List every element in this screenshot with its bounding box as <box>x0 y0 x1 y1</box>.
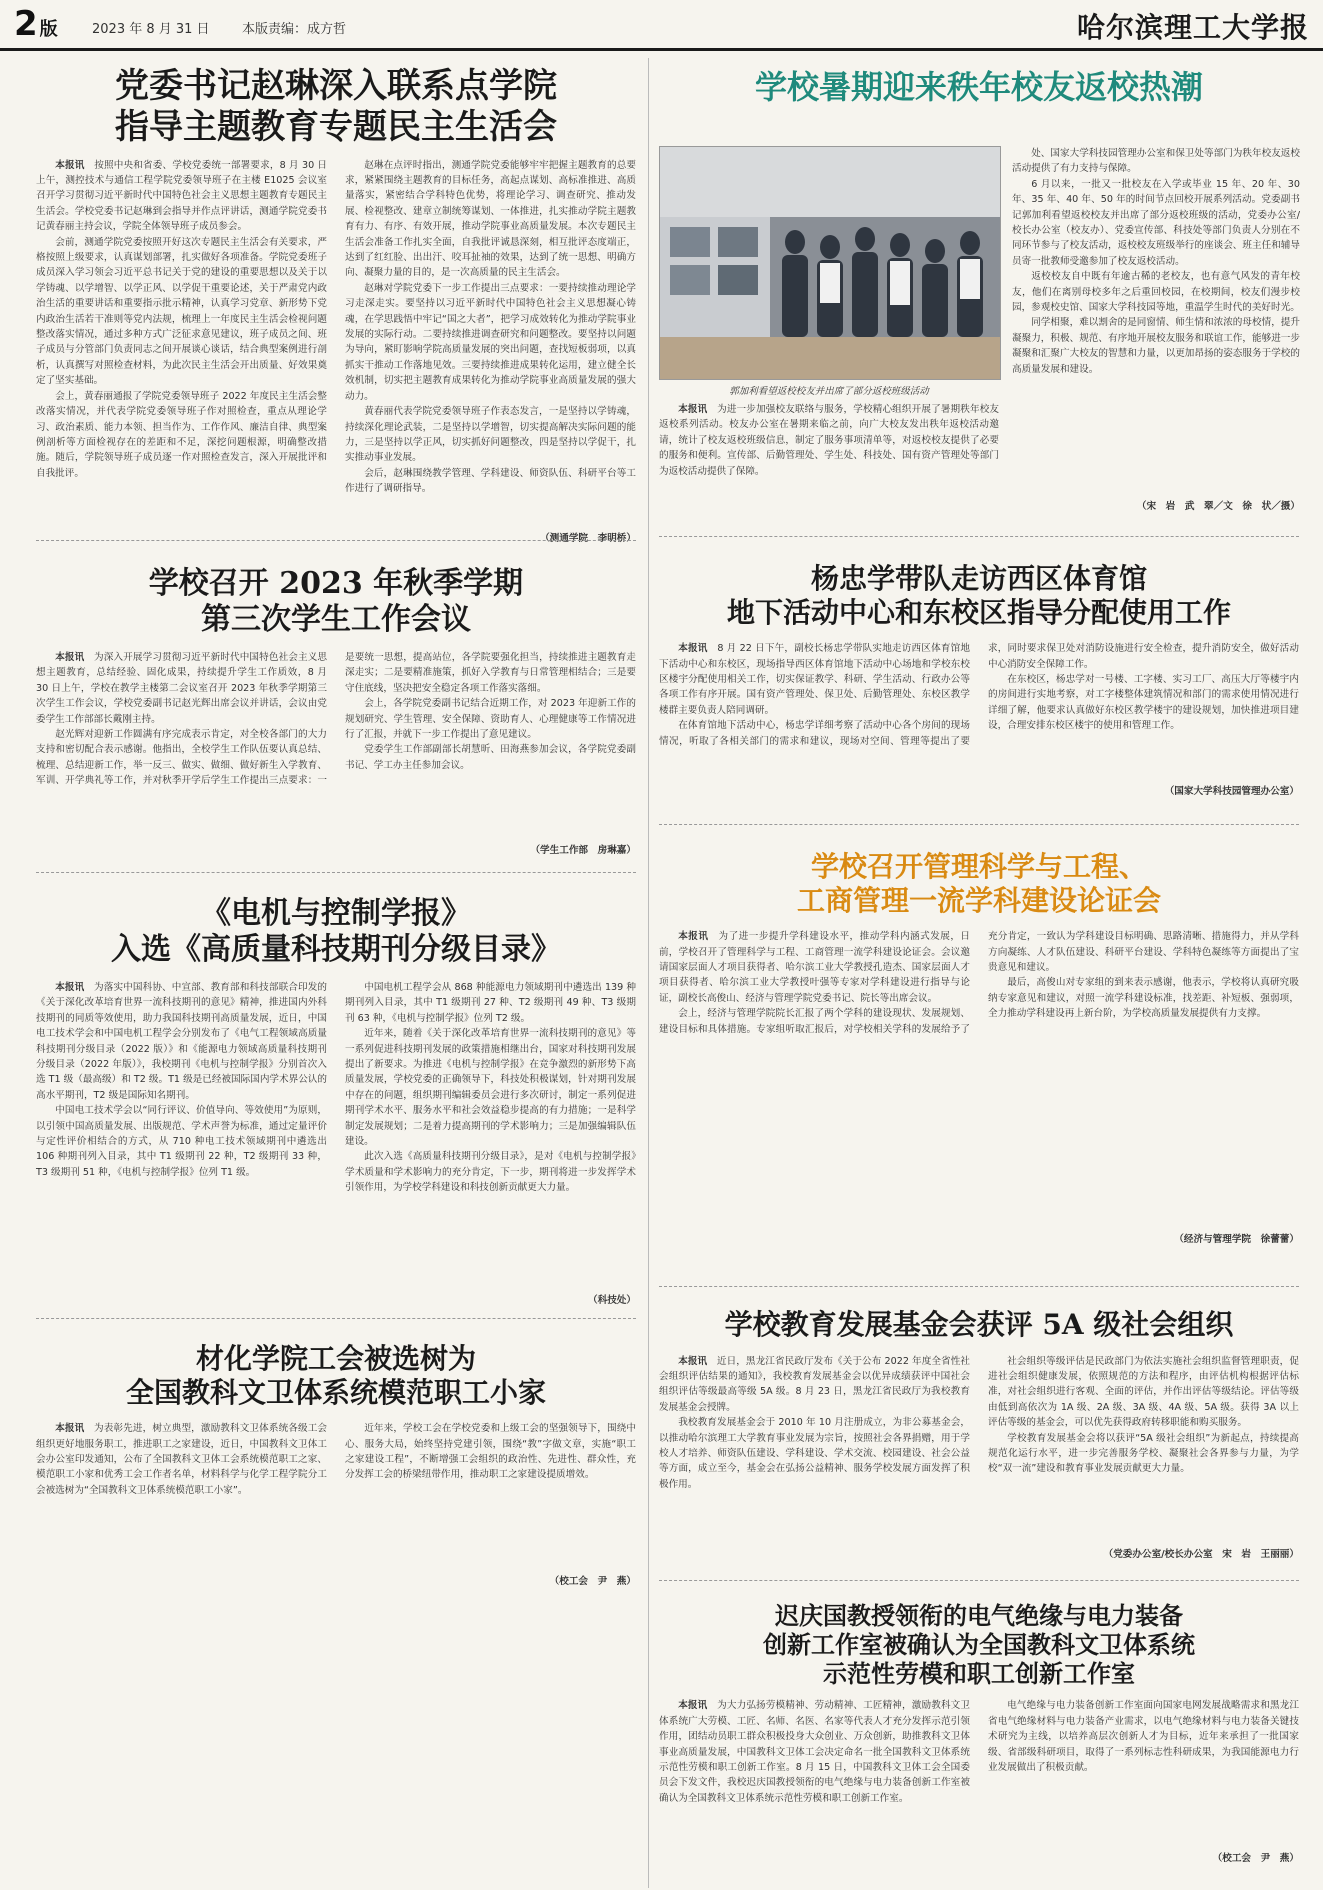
article-headline <box>659 850 1299 917</box>
headline-line: 杨忠学带队走访西区体育馆 <box>810 562 1147 595</box>
article-headline <box>659 68 1299 106</box>
article-body <box>659 402 999 479</box>
headline-line: 学校召开管理科学与工程、 <box>810 850 1147 883</box>
paragraph: 为表彰先进，树立典型，激励教科文卫体系统各级工会组织更好地服务职工，推进职工之家建设，近日，中国教科文卫体工会办公室印发通知，公布了全国教科文卫体工会系统模范职工之家、模范职工小家和优秀工会工作者名单，材料科学与化学工程学院分工会被选树为“全国教科文卫体系统模范职工小家”。 <box>36 1423 328 1496</box>
paragraph: 社会组织等级评估是民政部门为依法实施社会组织监督管理职责，促进社会组织健康发展，依照规范的方法和程序，由评估机构根据评估标准，对社会组织进行客观、全面的评估，并作出评估等级结论。评估等级由低到高依次为 1A 级、2A 级、3A 级、4A 级、5A 级。获得 3A 以上评估等级的基金会，可以优先获得政府转移职能和购买服务。 <box>988 1355 1299 1429</box>
article-union-model-home <box>36 1326 636 1886</box>
article-body <box>659 1698 1299 1848</box>
page-number: 2 版 <box>14 4 58 44</box>
headline-line: 示范性劳模和职工创新工作室 <box>823 1658 1135 1688</box>
paragraph: 会前，测通学院党委按照开好这次专题民主生活会有关要求，严格按照上级要求，认真谋划部署，扎实做好各项准备。学院党委班子成员深入学习领会习近平总书记关于党的建设的重要思想以及关于以学铸魂、以学增智、以学正风、以学促干重要论述，关于严肃党内政治生活的重要讲话和重要指示批示精神，认真学习党章、新形势下党内政治生活若干准则等党内法规，梳理上一年度民主生活会检视问题整改落实情况，通过多种方式广泛征求意见建议，班子成员之间、班子成员与分管部门负责同志之间开展谈心谈话，结合典型案例进行剖析，认真撰写对照检查材料，为此次民主生活会开出质量、好效果奠定了坚实基础。 <box>36 236 327 387</box>
headline-line: 学校教育发展基金会获评 5A 级社会组织 <box>724 1308 1234 1341</box>
headline-line: 学校暑期迎来秩年校友返校热潮 <box>754 68 1203 106</box>
article-body <box>36 980 636 1290</box>
paragraph: 电气绝缘与电力装备创新工作室面向国家电网发展战略需求和黑龙江省电气绝缘材料与电力装备产业需求，以电气绝缘材料与电力装备关键技术研究为主线，以培养高层次创新人才为目标，近年来承担了一批国家级、省部级科研项目，取得了一系列标志性科研成果，为我国能源电力行业发展做出了积极贡献。 <box>988 1700 1299 1774</box>
article-byline: （测通学院 李明桥） <box>540 532 636 544</box>
article-byline: （科技处） <box>588 1295 636 1306</box>
paragraph: 6 月以来，一批又一批校友在入学或毕业 15 年、20 年、30 年、35 年、40 年、50 年的时间节点回校开展系列活动。党委副书记郭加利看望返校校友并出席了部分返校班级的活动，党委办公室/校长办公室（校友办）、党委宣传部、科技处等部门负责人分别在不同环节参与了校友活动，返校校友班级举行的座谈会、班主任和辅导员寄一批教师受邀参加了校友返校活动。 <box>1012 178 1300 267</box>
article-byline: （宋 岩 武 翠／文 徐 状／摄） <box>1136 501 1300 512</box>
paragraph: 处、国家大学科技园管理办公室和保卫处等部门为秩年校友返校活动提供了有力支持与保障。 <box>1012 148 1300 175</box>
article-byline: （学生工作部 房琳嘉） <box>530 845 636 856</box>
paragraph: 近年来，随着《关于深化改革培育世界一流科技期刊的意见》等一系列促进科技期刊发展的政策措施相继出台，国家对科技期刊发展提出了新要求。为推进《电机与控制学报》在竞争激烈的新形势下高质量发展，学校党委的正确领导下，科技处积极谋划，针对期刊发展中存在的问题，组织期刊编辑委员会进行多次研讨，制定一系列促进期刊学术水平、服务水平和社会效益稳步提高的有力措施；一是科学制定发展规划；二是着力提高期刊的学术影响力；三是加强编辑队伍建设。 <box>345 1028 636 1148</box>
paragraph: 在体育馆地下活动中心，杨忠学详细考察了活动中心各个房间的现场情况，听取了各相关部门的需求和建议，现场对空间、管理等提出了要求，同时要求保卫处对消防设施进行安全检查，提升消防安全，做好活动中心消防安全保障工作。 <box>659 643 1299 747</box>
article-body <box>659 641 1299 781</box>
article-student-work-meeting <box>36 548 636 866</box>
article-alumni-return-continued <box>1012 146 1300 526</box>
article-byline: （党委办公室/校长办公室 宋 岩 王丽丽） <box>1103 1548 1299 1560</box>
section-separator <box>36 540 636 541</box>
article-byline: （经济与管理学院 徐蕾蕾） <box>1174 1234 1299 1246</box>
section-separator <box>36 872 636 873</box>
article-innovation-studio <box>659 1588 1299 1886</box>
paragraph: 为落实中国科协、中宣部、教育部和科技部联合印发的《关于深化改革培育世界一流科技期刊的意见》精神，推进国内外科技期刊的同质等效使用，助力我国科技期刊高质量发展，近日，中国电工技术学会和中国电机工程学会分别发布了《电气工程领域高质量科技期刊分级目录（2022 版）》和《能源电力领域高质量科技期刊分级目录（2022 年版）》，我校期刊《电机与控制学报》分别首次入选 T1 级（最高级）和 T2 级。T1 级是已经被国际国内学术界公认的高水平期刊，T2 级是国际知名期刊。 <box>36 982 328 1101</box>
headline-line: 地下活动中心和东校区指导分配使用工作 <box>726 595 1231 629</box>
article-alumni-return <box>659 60 1299 146</box>
headline-line: 工商管理一流学科建设论证会 <box>796 883 1161 917</box>
paragraph: 会上，黄春丽通报了学院党委领导班子 2022 年度民主生活会整改落实情况，并代表学院党委领导班子作对照检查，重点从理论学习、政治素质、能力本领、担当作为、工作作风、廉洁自律、典型案例剖析等方面检视存在的差距和不足，深挖问题根源，明确整改措施。随后，学院领导班子成员逐一作对照检查发言，深入开展批评和自我批评。 <box>36 390 327 479</box>
article-lead: 本报讯 <box>55 982 85 993</box>
paragraph: 为进一步加强校友联络与服务，学校精心组织开展了暑期秩年校友返校系列活动。校友办公室在暑期来临之前，向广大校友发出秩年返校活动邀请，统计了校友返校班级信息，制定了服务事项清单等，对返校校友提供了必要的服务和便利。宣传部、后勤管理处、学生处、科技处、国有资产管理处等部门为返校活动提供了保障。 <box>659 404 1000 477</box>
article-lead: 本报讯 <box>55 652 85 663</box>
headline-line: 创新工作室被确认为全国教科文卫体系统 <box>763 1629 1195 1659</box>
section-separator <box>659 1580 1299 1581</box>
article-body <box>36 1421 636 1571</box>
article-journal-listing <box>36 880 636 1312</box>
paragraph: 在东校区，杨忠学对一号楼、工字楼、实习工厂、高压大厅等楼宇内的房间进行实地考察，对工字楼整体建筑情况和部门的需求使用情况进行详细了解，他要求认真做好东校区教学楼宇的建设规划，加快推进项目建设，合理安排东校区楼宇的使用和管理工作。 <box>988 674 1299 732</box>
article-body <box>659 929 1299 1229</box>
newspaper-brand: 哈尔滨理工大学报 <box>1076 11 1309 44</box>
paragraph: 赵琳在点评时指出，测通学院党委能够牢牢把握主题教育的总要求，紧紧围绕主题教育的目标任务，高起点谋划、高标准推进、高质量落实，紧密结合学科特色优势，将理论学习、调查研究、推动发展、检视整改、建章立制统筹谋划、一体推进，扎实推动学院主题教育有力、有序、有效开展，推动学院事业高质量发展。本次专题民主生活会准备工作扎实全面，自我批评诚恳深刻，相互批评态度端正，达到了红红脸、出出汗、咬耳扯袖的效果，达到了统一思想、明确方向、凝聚力量的目的，是一次高质量的民主生活会。 <box>345 159 636 279</box>
paragraph: 返校校友自中既有年逾古稀的老校友，也有意气风发的青年校友，他们在离别母校多年之后重回校园，在校期间，校友们漫步校园，参观校史馆、国家大学科技园等地，重温学生时代的美好时光。 <box>1012 271 1300 314</box>
paragraph: 近年来，学校工会在学校党委和上级工会的坚强领导下，围绕中心、服务大局，始终坚持党建引领，围绕“教”字做文章，实施“职工之家建设工程”，不断增强工会组织的政治性、先进性、群众性，充分发挥工会的桥梁纽带作用，推动职工之家建设提质增效。 <box>345 1423 636 1481</box>
paragraph: 赵光辉对迎新工作圆满有序完成表示肯定，对全校各部门的大力支持和密切配合表示感谢。他指出，全校学生工作队伍要认真总结、梳理、总结迎新工作，举一反三、做实、做细、做好新生入学教育、军训、开学典礼等工作，并对秋季开学后学生工作提出三点要求：一是要统一思想，提高站位，各学院要强化担当，持续推进主题教育走深走实；二是要精准施策，抓好入学教育与日常管理相结合；三是要守住底线，坚决把安全稳定各项工作落实落细。 <box>36 652 636 787</box>
article-discipline-review <box>659 832 1299 1278</box>
headline-line: 迟庆国教授领衔的电气绝缘与电力装备 <box>775 1601 1183 1630</box>
headline-line: 入选《高质量科技期刊分级目录》 <box>111 932 561 967</box>
page-editor: 本版责编：成方哲 <box>242 22 347 37</box>
masthead <box>0 0 1323 51</box>
headline-line: 全国教科文卫体系统模范职工小家 <box>125 1375 546 1409</box>
article-byline: （校工会 尹 燕） <box>1212 1853 1299 1865</box>
paragraph: 中国电机工程学会从 868 种能源电力领域期刊中遴选出 139 种期刊列入目录，其中 T1 级期刊 27 种、T2 级期刊 49 种、T3 级期刊 63 种，《电机与控制学报》位列 T2 级。 <box>345 982 636 1024</box>
article-headline <box>659 1602 1299 1688</box>
paragraph: 我校教育发展基金会于 2010 年 10 月注册成立，为非公募基金会，以推动哈尔滨理工大学教育事业发展为宗旨，按照社会各界捐赠，用于学校人才培养、师资队伍建设、学科建设、学术交流、校园建设、社会公益等方面，成立至今，基金会在弘扬公益精神、服务学校发展方面发挥了积极作用。 <box>659 1417 970 1490</box>
article-headline <box>36 66 636 148</box>
issue-date: 2023 年 8 月 31 日 <box>92 22 210 37</box>
article-byline: （校工会 尹 燕） <box>549 1576 636 1588</box>
paragraph: 中国电工技术学会以“同行评议、价值导向、等效使用”为原则，以引领中国高质量发展、出版规范、学术声誉为标准，通过定量评价与定性评价相结合的方式，从 710 种电工技术领域期刊中遴选出 106 种期刊列入目录，其中 T1 级期刊 22 种，T2 级期刊 33 种，T3 级期刊 51 种，《电机与控制学报》位列 T1 级。 <box>36 1105 327 1178</box>
paragraph: 此次入选《高质量科技期刊分级目录》，是对《电机与控制学报》学术质量和学术影响力的充分肯定，下一步，期刊将进一步发挥学术引领作用，为学校学科建设和科技创新贡献更大力量。 <box>345 1151 636 1194</box>
article-body <box>36 158 636 528</box>
paragraph: 8 月 22 日下午，副校长杨忠学带队实地走访西区体育馆地下活动中心和东校区，现场指导西区体育馆地下活动中心场地和学校东校区楼宇分配使用相关工作，切实保证教学、科研、学生活动、行政办公等各项工作有序开展。国有资产管理处、保卫处、后勤管理处、东校区教学楼群主要负责人陪同调研。 <box>659 643 971 716</box>
headline-line: 学校召开 2023 年秋季学期 <box>148 566 524 601</box>
paragraph: 为大力弘扬劳模精神、劳动精神、工匠精神，激励教科文卫体系统广大劳模、工匠、名师、名医、名家等代表人才充分发挥示范引领作用，团结动员职工群众积极投身大众创业、万众创新，助推教科文卫体事业高质量发展，中国教科文卫体工会决定命名一批全国教科文卫体系统示范性劳模和职工创新工作室。8 月 15 日，中国教科文卫体工会全国委员会下发文件，我校迟庆国教授领衔的电气绝缘与电力装备创新工作室被确认为全国教科文卫体系统示范性劳模和职工创新工作室。 <box>659 1700 971 1804</box>
column-divider <box>648 58 649 1888</box>
paragraph: 党委学生工作部副部长胡慧昕、田海燕参加会议，各学院党委副书记、学工办主任参加会议。 <box>345 744 636 771</box>
article-alumni-return-intro <box>659 402 999 522</box>
article-zhaolin-life-meeting <box>36 60 636 544</box>
paragraph: 黄春丽代表学院党委领导班子作表态发言，一是坚持以学铸魂，持续深化理论武装，二是坚持以学增智，切实提高解决实际问题的能力，三是坚持以学正风，切实抓好问题整改，四是坚持以学促干，扎实推动事业发展。 <box>345 406 636 464</box>
photo-caption: 郭加利看望返校校友并出席了部分返校班级活动 <box>729 386 929 397</box>
article-venue-allocation <box>659 544 1299 816</box>
page-suffix: 版 <box>39 19 58 40</box>
paragraph: 会上，经济与管理学院院长汇报了两个学科的建设现状、发展规划、建设目标和具体措施。专家组听取汇报后，对学校相关学科的发展给予了充分肯定，一致认为学科建设目标明确、思路清晰、措施得力，并从学科方向凝练、人才队伍建设、科研平台建设、学科特色凝练等方面提出了宝贵意见和建议。 <box>659 931 1299 1035</box>
photo-illustration <box>660 147 1000 379</box>
article-foundation-5a <box>659 1294 1299 1574</box>
article-lead: 本报讯 <box>678 404 708 415</box>
paragraph: 会上，各学院党委副书记结合近期工作，对 2023 年迎新工作的规划研究、学生管理、安全保障、资助育人、心理健康等工作情况进行了汇报，并就下一步工作提出了意见建议。 <box>345 698 636 741</box>
paragraph: 近日，黑龙江省民政厅发布《关于公布 2022 年度全省性社会组织评估结果的通知》，我校教育发展基金会以优异成绩获评中国社会组织评估等级最高等级 5A 级。8 月 23 日，黑龙江省民政厅为我校教育发展基金会授牌。 <box>659 1355 971 1413</box>
article-lead: 本报讯 <box>678 931 709 943</box>
paragraph: 为深入开展学习贯彻习近平新时代中国特色社会主义思想主题教育，总结经验、固化成果，持续提升学生工作质效，8 月 30 日上午，学校在教学主楼第二会议室召开 2023 年秋季学期第三次学生工作会议，学校党委副书记赵光辉出席会议并讲话，会议由党委学生工作部部长戴刚主持。 <box>36 652 328 725</box>
headline-line: 材化学院工会被选树为 <box>195 1342 476 1375</box>
section-separator <box>659 536 1299 537</box>
paragraph: 学校教育发展基金会将以获评“5A 级社会组织”为新起点，持续提高规范化运行水平，进一步完善服务学校、凝聚社会各界参与力量，为学校“双一流”建设和教育事业发展贡献更大力量。 <box>988 1432 1299 1475</box>
article-body <box>659 1354 1299 1544</box>
headline-line: 党委书记赵琳深入联系点学院 <box>115 66 557 106</box>
article-body <box>36 650 636 840</box>
article-lead: 本报讯 <box>678 1355 708 1367</box>
paragraph: 按照中央和省委、学校党委统一部署要求，8 月 30 日上午，测控技术与通信工程学院党委领导班子在主楼 E1025 会议室召开学习贯彻习近平新时代中国特色社会主义思想主题教育专题民主生活会。学校党委书记赵琳到会指导并作点评讲话，测通学院党委书记黄春丽主持会议，学院全体领导班子成员参会。 <box>36 159 327 233</box>
headline-line: 第三次学生工作会议 <box>201 602 471 637</box>
paragraph: 最后，高俊山对专家组的到来表示感谢，他表示，学校将认真研究吸纳专家意见和建议，对照一流学科建设标准，找差距、补短板、强弱项，全力推动学科建设再上新台阶，为学校高质量发展提供有力支撑。 <box>988 977 1299 1020</box>
paragraph: 同学相聚，难以割舍的是同窗情、师生情和浓浓的母校情，提升凝聚力，积极、规范、有序地开展校友服务和联谊工作，能够进一步凝聚和汇聚广大校友的智慧和力量，以更加昂扬的姿态服务于学校的高质量发展和建设。 <box>1012 317 1300 375</box>
article-headline <box>36 1342 636 1409</box>
article-body <box>1012 146 1300 496</box>
article-lead: 本报讯 <box>55 159 85 171</box>
paragraph: 会后，赵琳围绕教学管理、学科建设、师资队伍、科研平台等工作进行了调研指导。 <box>345 467 636 495</box>
article-lead: 本报讯 <box>55 1423 85 1435</box>
article-byline: （国家大学科技园管理办公室） <box>1164 786 1299 798</box>
headline-line: 《电机与控制学报》 <box>201 896 471 931</box>
section-separator <box>659 824 1299 825</box>
article-headline <box>659 562 1299 629</box>
article-headline <box>659 1308 1299 1342</box>
article-lead: 本报讯 <box>678 643 708 655</box>
paragraph: 赵琳对学院党委下一步工作提出三点要求：一要持续推动理论学习走深走实。要坚持以习近平新时代中国特色社会主义思想凝心铸魂，在学思践悟中牢记“国之大者”，把学习成效转化为推动学院事业发展的实际行动。二要持续推进调查研究和问题整改。要坚持以问题为导向，紧盯影响学院高质量发展的突出问题，查找短板弱项，以真抓实干推动工作落地见效。三要持续推进成果转化运用，建立健全长效机制，切实把主题教育成果转化为推动学院事业高质量发展的强大动力。 <box>345 282 636 402</box>
paragraph: 为了进一步提升学科建设水平，推动学科内涵式发展，日前，学校召开了管理科学与工程、工商管理一流学科建设论证会。会议邀请国家层面人才项目获得者、哈尔滨工业大学教授孔造杰、国家层面人才项目获得者、哈尔滨工业大学教授叶强等专家对学科建设进行指导与论证，副校长高俊山、经济与管理学院党委书记、院长等出席会议。 <box>659 931 971 1004</box>
headline-line: 指导主题教育专题民主生活会 <box>115 106 557 147</box>
alumni-visit-photo <box>659 146 1001 380</box>
article-headline <box>36 896 636 968</box>
section-separator <box>659 1286 1299 1287</box>
article-lead: 本报讯 <box>678 1700 708 1712</box>
section-separator <box>36 1318 636 1319</box>
article-headline <box>36 566 636 638</box>
